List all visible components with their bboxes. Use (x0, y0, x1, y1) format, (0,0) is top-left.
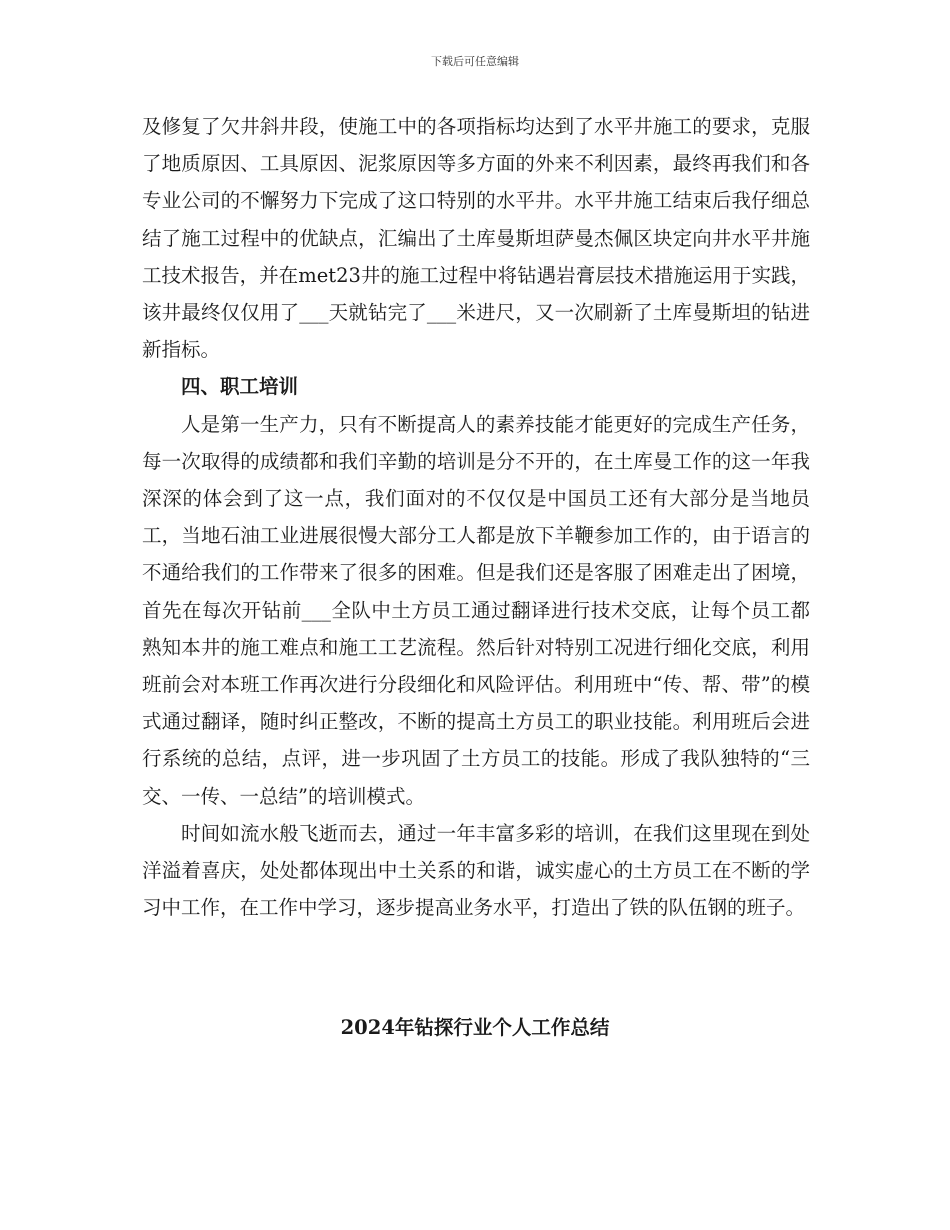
paragraph-conclusion: 时间如流水般飞逝而去，通过一年丰富多彩的培训，在我们这里现在到处洋溢着喜庆，处处都体现出中土关系的和谐，诚实虚心的土方员工在不断的学习中工作，在工作中学习，逐步提高业务水平，打造出了铁的队伍钢的班子。 (142, 821, 810, 920)
page-header-note: 下载后可任意编辑 (431, 55, 519, 68)
document-body (142, 108, 810, 926)
document-title: 2024年钻探行业个人工作总结 (340, 1016, 610, 1039)
paragraph-training: 人是第一生产力，只有不断提高人的素养技能才能更好的完成生产任务，每一次取得的成绩都和我们辛勤的培训是分不开的，在土库曼工作的这一年我深深的体会到了这一点，我们面对的不仅仅是中国员工还有大部分是当地员工，当地石油工业进展很慢大部分工人都是放下羊鞭参加工作的，由于语言的不通给我们的工作带来了很多的困难。但是我们还是客服了困难走出了困境，首先在每次开钻前___全队中土方员工通过翻译进行技术交底，让每个员工都熟知本井的施工难点和施工工艺流程。然后针对特别工况进行细化交底，利用班前会对本班工作再次进行分段细化和风险评估。利用班中“传、帮、带”的模式通过翻译，随时纠正整改，不断的提高土方员工的职业技能。利用班后会进行系统的总结，点评，进一步巩固了土方员工的技能。形成了我队独特的“三交、一传、一总结”的培训模式。 (142, 412, 810, 808)
section-heading-staff-training: 四、职工培训 (181, 375, 299, 399)
paragraph-continuation: 及修复了欠井斜井段，使施工中的各项指标均达到了水平井施工的要求，克服了地质原因、工具原因、泥浆原因等多方面的外来不利因素，最终再我们和各专业公司的不懈努力下完成了这口特别的水平井。水平井施工结束后我仔细总结了施工过程中的优缺点，汇编出了土库曼斯坦萨曼杰佩区块定向井水平井施工技术报告，并在met23井的施工过程中将钻遇岩膏层技术措施运用于实践，该井最终仅仅用了___天就钻完了___米进尺，又一次刷新了土库曼斯坦的钻进新指标。 (142, 115, 810, 362)
